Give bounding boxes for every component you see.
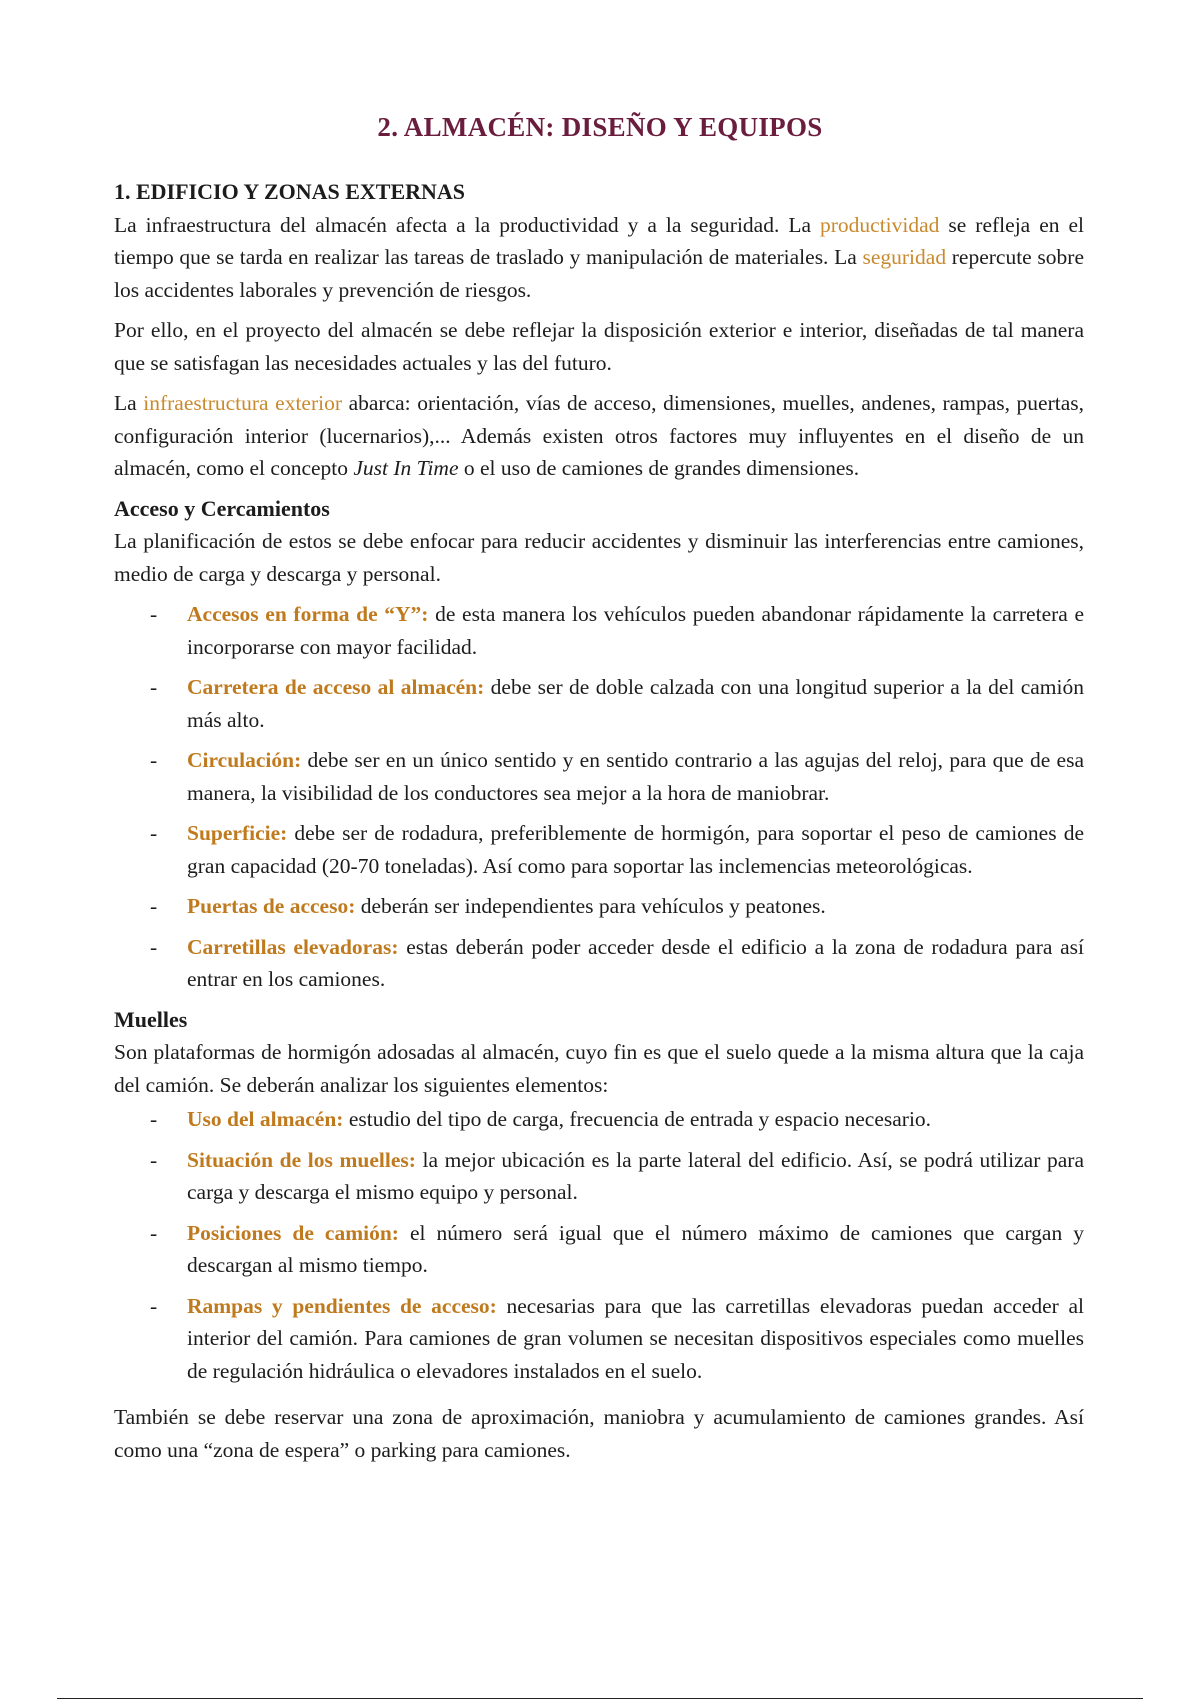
section-heading: 1. EDIFICIO Y ZONAS EXTERNAS xyxy=(114,179,466,204)
list-term: Rampas y pendientes de acceso: xyxy=(187,1293,497,1318)
list-item xyxy=(114,744,1084,809)
list-item xyxy=(114,671,1084,736)
paragraph-closing: También se debe reservar una zona de aproximación, maniobra y acumulamiento de camiones grandes. Así como una “zona de espera” o parking para camiones. xyxy=(114,1405,1084,1462)
dash-bullet: - xyxy=(150,934,158,959)
acceso-list xyxy=(114,598,1084,996)
footer-divider xyxy=(57,1698,1143,1699)
highlight-productividad: productividad xyxy=(820,212,940,237)
muelles-list xyxy=(114,1103,1084,1387)
list-text: deberán ser independientes para vehículos y peatones. xyxy=(355,894,826,918)
list-text: debe ser de doble calzada con una longitud superior a la del camión más alto. xyxy=(187,675,1084,732)
dash-bullet: - xyxy=(150,1147,158,1172)
paragraph-acceso-intro: La planificación de estos se debe enfocar para reducir accidentes y disminuir las interferencias entre camiones, medio de carga y descarga y personal. xyxy=(114,529,1084,586)
paragraph-infraestructura xyxy=(114,387,1084,485)
list-item xyxy=(114,1217,1084,1282)
list-term: Uso del almacén: xyxy=(187,1107,344,1131)
emphasis-just-in-time: Just In Time xyxy=(353,456,459,480)
list-term: Situación de los muelles: xyxy=(187,1147,416,1172)
list-text: necesarias para que las carretillas elevadoras puedan acceder al interior del camión. Para camiones de gran volumen se necesitan dispositivos especiales como muelles de regulación hidráulica o elevadores instalados en el suelo. xyxy=(187,1293,1084,1383)
list-text: de esta manera los vehículos pueden abandonar rápidamente la carretera e incorporarse con mayor facilidad. xyxy=(187,602,1084,659)
text-run: abarca: orientación, vías de acceso, dimensiones, muelles, andenes, rampas, puertas, configuración interior (lucernarios),... Además existen otros factores muy influyentes en el diseño de un almacén, como el concepto xyxy=(114,391,1084,480)
dash-bullet: - xyxy=(150,821,158,845)
list-item xyxy=(114,931,1084,996)
text-run: La xyxy=(114,391,144,415)
list-text: el número será igual que el número máximo de camiones que cargan y descargan al mismo tiempo. xyxy=(187,1220,1085,1277)
list-term: Superficie: xyxy=(187,821,288,845)
paragraph-proyecto: Por ello, en el proyecto del almacén se debe reflejar la disposición exterior e interior, diseñadas de tal manera que se satisfagan las necesidades actuales y las del futuro. xyxy=(114,318,1084,375)
dash-bullet: - xyxy=(150,675,158,699)
text-run: o el uso de camiones de grandes dimensiones. xyxy=(458,456,860,480)
page-title: 2. ALMACÉN: DISEÑO Y EQUIPOS xyxy=(377,112,823,142)
dash-bullet: - xyxy=(150,1220,158,1245)
dash-bullet: - xyxy=(150,748,158,772)
paragraph-muelles-intro: Son plataformas de hormigón adosadas al almacén, cuyo fin es que el suelo quede a la misma altura que la caja del camión. Se deberán analizar los siguientes elementos: xyxy=(114,1040,1084,1097)
list-term: Puertas de acceso: xyxy=(187,894,356,918)
list-term: Posiciones de camión: xyxy=(187,1220,399,1245)
list-item xyxy=(114,598,1084,663)
list-text: estudio del tipo de carga, frecuencia de entrada y espacio necesario. xyxy=(343,1107,932,1131)
list-term: Carretera de acceso al almacén: xyxy=(187,675,485,699)
list-text: debe ser de rodadura, preferiblemente de hormigón, para soportar el peso de camiones de gran capacidad (20-70 toneladas). Así como para soportar las inclemencias meteorológicas. xyxy=(187,821,1084,878)
subheading-muelles: Muelles xyxy=(114,1006,188,1032)
list-term: Accesos en forma de “Y”: xyxy=(187,602,429,626)
text-run: La infraestructura del almacén afecta a la productividad y a la seguridad. La xyxy=(114,212,820,237)
list-text: estas deberán poder acceder desde el edificio a la zona de rodadura para así entrar en los camiones. xyxy=(187,934,1084,991)
list-item xyxy=(114,890,1084,923)
dash-bullet: - xyxy=(150,1107,158,1131)
dash-bullet: - xyxy=(150,894,158,918)
document-body xyxy=(114,176,1084,1474)
paragraph-productividad xyxy=(114,209,1084,307)
list-term: Circulación: xyxy=(187,748,302,772)
highlight-seguridad: seguridad xyxy=(862,245,947,269)
dash-bullet: - xyxy=(150,1293,158,1318)
text-run: se refleja en el tiempo que se tarda en realizar las tareas de traslado y manipulación de materiales. La xyxy=(114,212,1084,269)
list-text: la mejor ubicación es la parte lateral del edificio. Así, se podrá utilizar para carga y descarga el mismo equipo y personal. xyxy=(187,1147,1084,1204)
list-item xyxy=(114,817,1084,882)
highlight-infraestructura-exterior: infraestructura exterior xyxy=(143,391,343,415)
text-run: repercute sobre los accidentes laborales y prevención de riesgos. xyxy=(114,245,1084,302)
list-item xyxy=(114,1290,1084,1388)
list-term: Carretillas elevadoras: xyxy=(187,934,399,959)
list-item xyxy=(114,1103,1084,1136)
subheading-acceso: Acceso y Cercamientos xyxy=(114,495,330,521)
list-text: debe ser en un único sentido y en sentido contrario a las agujas del reloj, para que de esa manera, la visibilidad de los conductores sea mejor a la hora de maniobrar. xyxy=(187,748,1084,805)
dash-bullet: - xyxy=(150,602,158,626)
list-item xyxy=(114,1144,1084,1209)
